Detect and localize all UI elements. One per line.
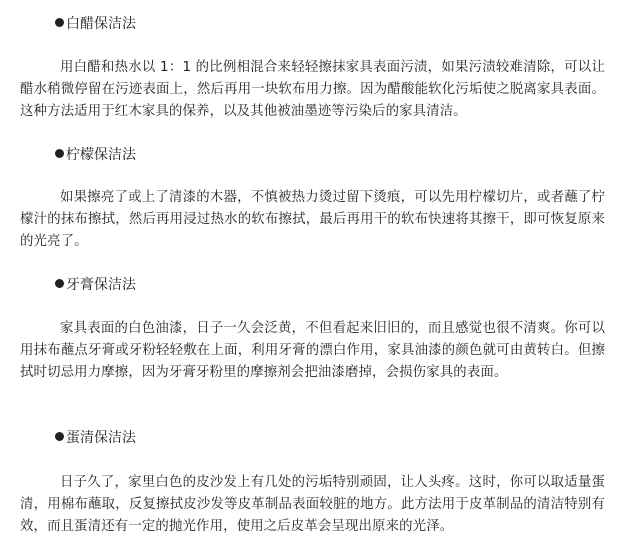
- bullet-icon: [55, 279, 64, 288]
- bullet-icon: [55, 18, 64, 27]
- section-heading-white-vinegar: [55, 14, 136, 34]
- section-body-egg-white: 日子久了，家里白色的皮沙发上有几处的污垢特别顽固，让人头疼。这时，你可以取适量蛋清，用棉布蘸取，反复擦拭皮沙发等皮革制品表面较脏的地方。此方法用于皮革制品的清洁特别有效，而且蛋清还有一定的抛光作用，使用之后皮革会呈现出原来的光泽。: [20, 475, 605, 534]
- section-body-white-vinegar: 用白醋和热水以 1：1 的比例相混合来轻轻擦抹家具表面污渍，如果污渍较难清除，可以让醋水稍微停留在污迹表面上，然后再用一块软布用力擦。因为醋酸能软化污垢使之脱离家具表面。这种方法适用于红木家具的保养，以及其他被油墨迹等污染后的家具清洁。: [20, 60, 605, 119]
- section-body-toothpaste: 家具表面的白色油漆，日子一久会泛黄，不但看起来旧旧的，而且感觉也很不清爽。你可以用抹布蘸点牙膏或牙粉轻轻敷在上面，利用牙膏的漂白作用，家具油漆的颜色就可由黄转白。但擦拭时切忌用力摩擦，因为牙膏牙粉里的摩擦剂会把油漆磨掉，会损伤家具的表面。: [20, 321, 605, 380]
- section-heading-toothpaste: [55, 275, 136, 295]
- heading-text: 牙膏保洁法: [66, 277, 136, 293]
- section-heading-lemon: [55, 145, 136, 165]
- section-heading-egg-white: [55, 428, 136, 448]
- heading-text: 白醋保洁法: [66, 16, 136, 32]
- bullet-icon: [55, 149, 64, 158]
- heading-text: 蛋清保洁法: [66, 430, 136, 446]
- bullet-icon: [55, 432, 64, 441]
- heading-text: 柠檬保洁法: [66, 147, 136, 163]
- section-body-lemon: 如果擦亮了或上了清漆的木器，不慎被热力烫过留下烫痕，可以先用柠檬切片，或者蘸了柠檬汁的抹布擦拭，然后再用浸过热水的软布擦拭，最后再用干的软布快速将其擦干，即可恢复原来的光亮了。: [20, 190, 605, 249]
